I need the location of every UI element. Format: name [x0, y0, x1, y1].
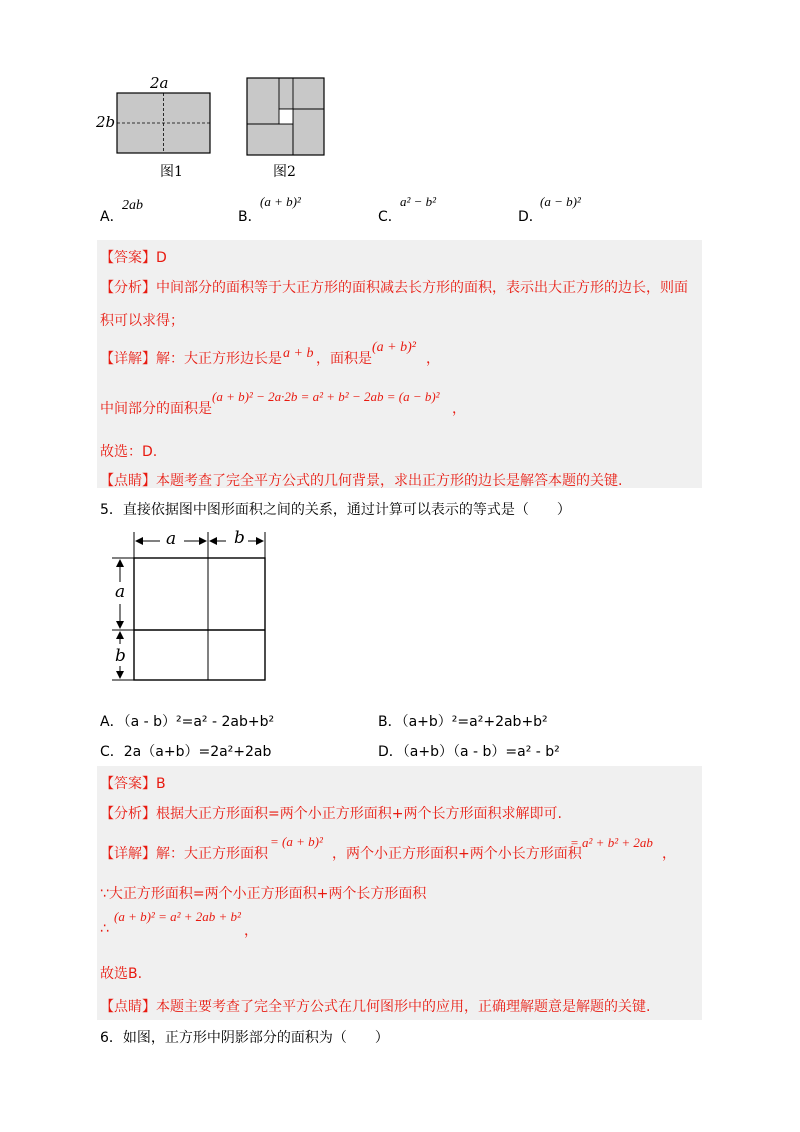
- q5-detail-mid: ，两个小正方形面积+两个小长方形面积: [332, 846, 582, 862]
- q4-detail-side: a + b: [283, 346, 314, 361]
- q5-comment: 【点睛】本题主要考查了完全平方公式在几何图形中的应用，正确理解题意是解题的关键.: [100, 999, 651, 1015]
- q5-detail-pre: 【详解】解：大正方形面积: [100, 846, 268, 862]
- q5-therefore-end: ，: [244, 923, 258, 939]
- q4-choose: 故选：D.: [100, 444, 158, 460]
- q4-analysis-line1: 【分析】中间部分的面积等于大正方形的面积减去长方形的面积，表示出大正方形的边长，则面: [100, 280, 688, 296]
- q5-stem: 5．直接依据图中图形面积之间的关系，通过计算可以表示的等式是（ ）: [100, 502, 571, 518]
- q4-detail-line1-mid: ，面积是: [316, 351, 372, 367]
- q4-option-a-expr: 2ab: [122, 198, 143, 213]
- fig1-left-label: 2b: [96, 113, 116, 131]
- q4-detail-formula: (a + b)² − 2a·2b = a² + b² − 2ab = (a − b)²: [212, 389, 440, 404]
- q4-option-c-letter: C．: [378, 209, 402, 225]
- q4-answer: 【答案】D: [100, 250, 167, 266]
- q5-analysis: 【分析】根据大正方形面积=两个小正方形面积+两个长方形面积求解即可.: [100, 806, 562, 822]
- fig1-caption: 图1: [160, 164, 183, 180]
- q5-diagram: [108, 528, 270, 682]
- q4-analysis-line2: 积可以求得；: [100, 313, 184, 329]
- q4-detail-line1-end: ，: [426, 351, 440, 367]
- q5-detail-expr2: = a² + b² + 2ab: [570, 835, 653, 850]
- q5-detail-end: ，: [662, 846, 676, 862]
- q5-option-c: C．2a（a+b）=2a²+2ab: [100, 744, 272, 760]
- q5-label-b-top: b: [234, 528, 245, 548]
- q5-choose: 故选B.: [100, 966, 143, 982]
- q5-label-a-left: a: [115, 582, 126, 602]
- q4-detail-area: (a + b)²: [372, 340, 416, 355]
- q5-label-a-top: a: [166, 529, 177, 549]
- q4-comment: 【点睛】本题考查了完全平方公式的几何背景，求出正方形的边长是解答本题的关键.: [100, 473, 623, 489]
- q4-detail-line1-pre: 【详解】解：大正方形边长是: [100, 351, 282, 367]
- q4-option-c-expr: a² − b²: [400, 194, 437, 209]
- q5-option-d: D．（a+b）（a - b）=a² - b²: [378, 744, 560, 760]
- q4-option-b-letter: B．: [238, 209, 262, 225]
- q6-stem: 6．如图，正方形中阴影部分的面积为（ ）: [100, 1030, 389, 1046]
- figure-2-square: [246, 77, 326, 157]
- q5-answer: 【答案】B: [100, 776, 166, 792]
- q5-label-b-left: b: [115, 646, 126, 666]
- q5-because: ∵大正方形面积=两个小正方形面积+两个长方形面积: [100, 886, 427, 902]
- q4-option-b-expr: (a + b)²: [260, 194, 301, 209]
- q4-detail-line2-end: ，: [452, 401, 466, 417]
- fig1-top-label: 2a: [150, 74, 169, 92]
- fig2-caption: 图2: [273, 164, 296, 180]
- q4-option-a-letter: A．: [100, 209, 124, 225]
- q5-therefore-expr: (a + b)² = a² + 2ab + b²: [114, 909, 241, 924]
- q4-option-d-letter: D．: [518, 209, 543, 225]
- q5-option-a: A．（a - b）²=a² - 2ab+b²: [100, 714, 275, 730]
- q5-option-b: B．（a+b）²=a²+2ab+b²: [378, 714, 548, 730]
- q5-detail-expr1: = (a + b)²: [270, 834, 323, 849]
- figure-1-rectangle: [116, 92, 212, 156]
- q4-option-d-expr: (a − b)²: [540, 194, 581, 209]
- q5-therefore-symbol: ∴: [100, 921, 109, 937]
- q4-detail-line2-pre: 中间部分的面积是: [100, 401, 212, 417]
